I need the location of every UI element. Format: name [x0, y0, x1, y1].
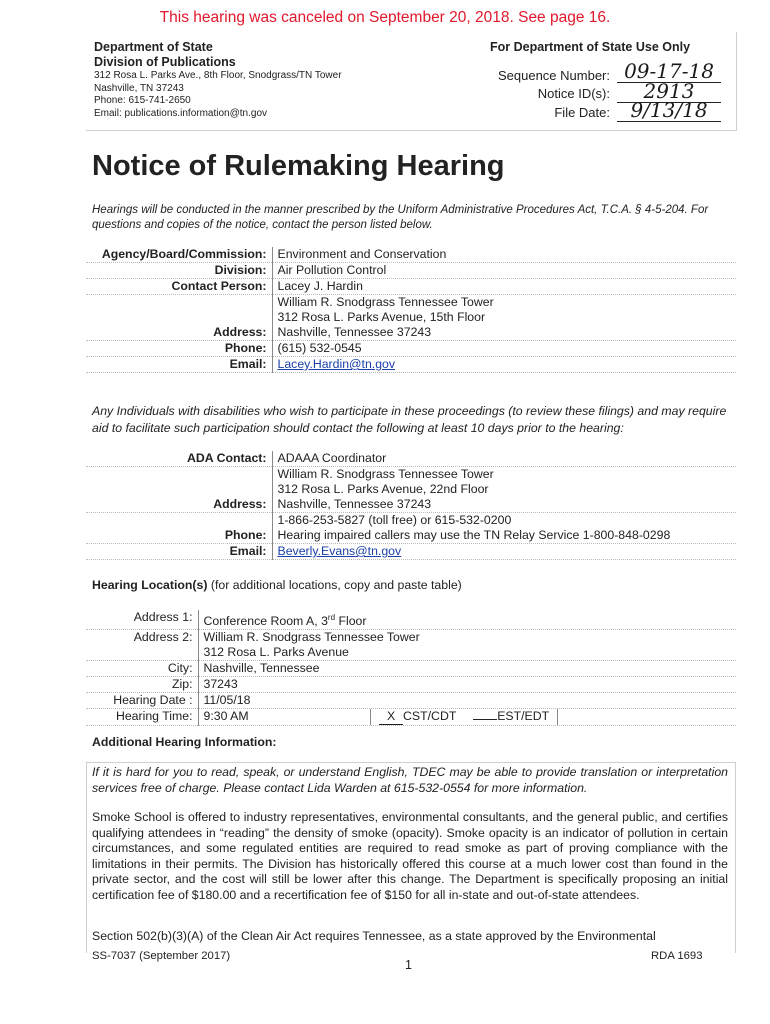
hearing-location-title: Hearing Location(s): [92, 578, 208, 592]
hearing-time-label: Hearing Time:: [86, 709, 198, 726]
rda-number: RDA 1693: [651, 950, 703, 962]
ada-address-3[interactable]: Nashville, Tennessee 37243: [272, 497, 736, 513]
location-table: [86, 610, 736, 726]
hearing-date-label: Hearing Date :: [86, 693, 198, 709]
est-label: EST/EDT: [497, 709, 550, 724]
address-1-text: Conference Room A, 3: [203, 614, 328, 629]
contact-address-3[interactable]: Nashville, Tennessee 37243: [272, 325, 736, 341]
contact-email-link[interactable]: Lacey.Hardin@tn.gov: [277, 357, 396, 371]
agency-value[interactable]: Environment and Conservation: [272, 247, 736, 263]
ada-contact-label: ADA Contact:: [86, 451, 272, 467]
address-2-label: Address 2:: [86, 630, 198, 646]
cancellation-banner: This hearing was canceled on September 20, 2018. See page 16.: [159, 9, 611, 26]
cst-label: CST/CDT: [403, 709, 457, 724]
page-title: Notice of Rulemaking Hearing: [92, 150, 505, 182]
division-value[interactable]: Air Pollution Control: [272, 263, 736, 279]
hearing-location-heading: [92, 578, 462, 592]
address-1-sup: rd: [327, 613, 336, 622]
contact-address-1[interactable]: William R. Snodgrass Tennessee Tower: [277, 295, 494, 309]
dept-phone: Phone: 615-741-2650: [94, 95, 191, 106]
dept-name: Department of State: [94, 40, 213, 54]
agency-label: Agency/Board/Commission:: [86, 247, 272, 263]
sequence-number-label: Sequence Number:: [497, 68, 610, 83]
section-502-paragraph: Section 502(b)(3)(A) of the Clean Air Act requires Tennessee, as a state approved by the Environmental: [92, 929, 656, 943]
contact-person-label: Contact Person:: [86, 279, 272, 295]
translation-paragraph: If it is hard for you to read, speak, or understand English, TDEC may be able to provide translation or interpretation services free of charge. Please contact Lida Warden at 615-532-0554 for more information.: [92, 765, 728, 795]
smoke-school-paragraph: Smoke School is offered to industry representatives, environmental consultants, and the general public, and certifies qualifying attendees in “reading” the density of smoke (opacity). Smoke opacity is an indicator of pollution in certain circumstances, and some regulated entities are required to read smoke as part of proving compliance with the limitations in their permits. The Division has historically offered this course at a much lower cost than found in the private sector, and the cost will still be lower after this change. The Department is specifically proposing an initial certification fee of $180.00 and a recertification fee of $150 for all in-state and out-of-state attendees.: [92, 810, 728, 902]
contact-email-label: Email:: [86, 357, 272, 373]
ada-address-1[interactable]: William R. Snodgrass Tennessee Tower: [277, 467, 494, 481]
contact-phone-value[interactable]: (615) 532-0545: [272, 341, 736, 357]
ada-phone-label: Phone:: [86, 528, 272, 544]
timezone-selector: [370, 709, 558, 725]
ada-address-label: Address:: [86, 497, 272, 513]
address-1-suffix: Floor: [335, 614, 367, 629]
ada-address-2[interactable]: 312 Rosa L. Parks Avenue, 22nd Floor: [277, 482, 489, 496]
hearing-time-value[interactable]: 9:30 AM: [203, 709, 249, 724]
division-label: Division:: [86, 263, 272, 279]
notice-id-label: Notice ID(s):: [537, 86, 610, 101]
hearing-date-value[interactable]: 11/05/18: [198, 693, 736, 709]
address-2-value-line2[interactable]: 312 Rosa L. Parks Avenue: [198, 645, 736, 661]
zip-label: Zip:: [86, 677, 198, 693]
hearing-time-row: [198, 709, 736, 726]
contact-address-2[interactable]: 312 Rosa L. Parks Avenue, 15th Floor: [277, 310, 486, 324]
hearing-location-note: (for additional locations, copy and paste table): [210, 578, 462, 592]
city-value[interactable]: Nashville, Tennessee: [198, 661, 736, 677]
file-date-field[interactable]: 9/13/18: [617, 99, 721, 122]
zip-value[interactable]: 37243: [198, 677, 736, 693]
department-block: [94, 40, 342, 120]
ada-email-link[interactable]: Beverly.Evans@tn.gov: [277, 544, 402, 558]
additional-info-title: Additional Hearing Information:: [92, 735, 277, 749]
contact-table: [86, 247, 736, 373]
intro-text: Hearings will be conducted in the manner prescribed by the Uniform Administrative Procedures Act, T.C.A. § 4-5-204. For questions and copies of the notice, contact the person listed below.: [92, 204, 709, 231]
sequence-number-field[interactable]: 09-17-18: [617, 60, 721, 83]
ada-note: Any Individuals with disabilities who wish to participate in these proceedings (to review these filings) and may require aid to facilitate such participation should contact the following at least 10 days prior to the hearing:: [92, 404, 727, 435]
est-checkbox[interactable]: [473, 719, 497, 720]
address-1-label: Address 1:: [86, 610, 198, 630]
ada-email-label: Email:: [86, 544, 272, 560]
city-label: City:: [86, 661, 198, 677]
cst-checkbox[interactable]: X: [379, 709, 403, 725]
use-only-heading: For Department of State Use Only: [490, 40, 691, 54]
contact-phone-label: Phone:: [86, 341, 272, 357]
address-1-value[interactable]: [198, 610, 736, 630]
notice-id-field[interactable]: 2913: [617, 80, 721, 103]
division-name: Division of Publications: [94, 55, 236, 69]
dept-email: Email: publications.information@tn.gov: [94, 107, 268, 119]
contact-address-label: Address:: [86, 325, 272, 341]
ada-phone-2[interactable]: Hearing impaired callers may use the TN Relay Service 1-800-848-0298: [272, 528, 736, 544]
ada-table: [86, 451, 736, 560]
form-number: SS-7037 (September 2017): [92, 950, 231, 962]
page-number: 1: [405, 958, 412, 972]
contact-person-value[interactable]: Lacey J. Hardin: [272, 279, 736, 295]
dept-address-1: 312 Rosa L. Parks Ave., 8th Floor, Snodgrass/TN Tower: [94, 70, 342, 81]
ada-contact-value[interactable]: ADAAA Coordinator: [272, 451, 736, 467]
address-2-value[interactable]: William R. Snodgrass Tennessee Tower: [203, 630, 420, 645]
file-date-label: File Date:: [554, 105, 610, 120]
ada-phone-1[interactable]: 1-866-253-5827 (toll free) or 615-532-0200: [277, 513, 512, 527]
dept-address-2: Nashville, TN 37243: [94, 82, 184, 94]
additional-info-heading: [92, 735, 276, 749]
